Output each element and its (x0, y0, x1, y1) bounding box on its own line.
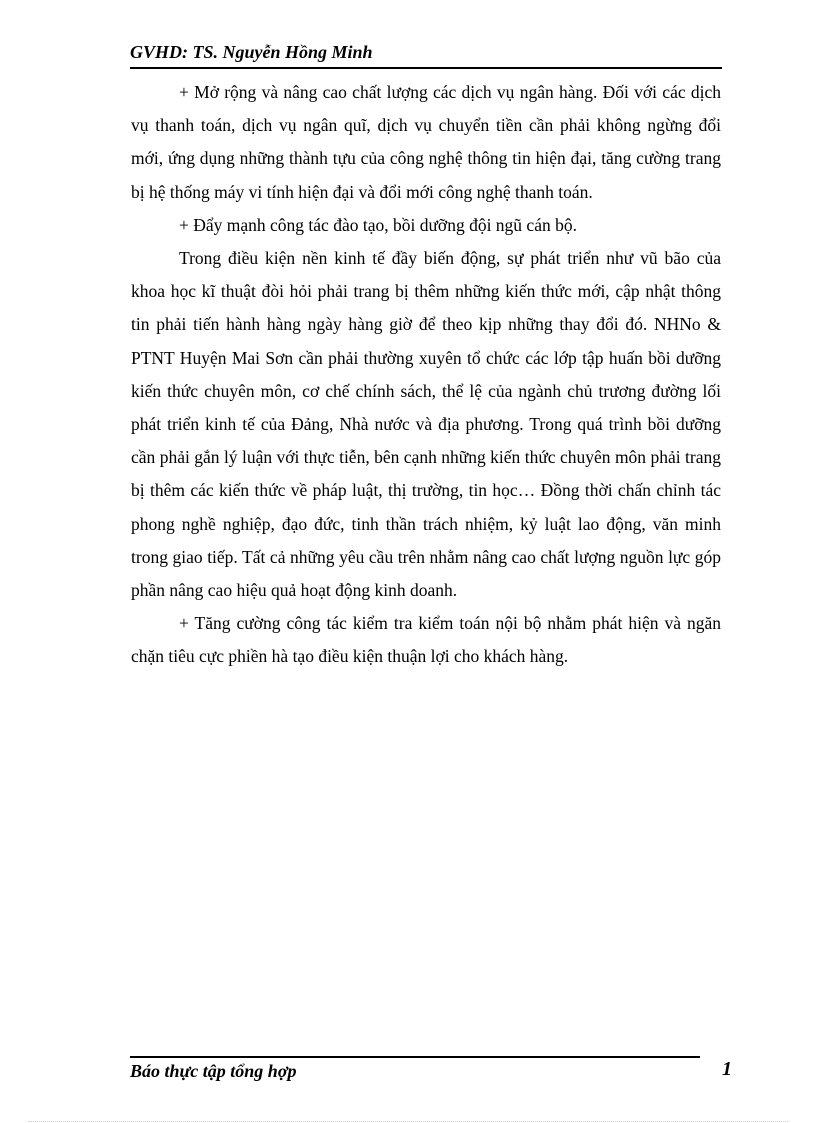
paragraph-services: + Mở rộng và nâng cao chất lượng các dịch vụ ngân hàng. Đối với các dịch vụ thanh toán, dịch vụ ngân quĩ, dịch vụ chuyển tiền cần phải không ngừng đổi mới, ứng dụng những thành tựu của công nghệ thông tin hiện đại, tăng cường trang bị hệ thống máy vi tính hiện đại và đổi mới công nghệ thanh toán. (131, 82, 721, 202)
footer-title: Báo thực tập tổng hợp (130, 1061, 297, 1081)
header-divider (130, 67, 722, 69)
page-number: 1 (722, 1058, 732, 1080)
page-boundary-line (28, 1121, 788, 1122)
paragraph-knowledge: Trong điều kiện nền kinh tế đầy biến động, sự phát triển như vũ bão của khoa học kĩ thuật đòi hỏi phải trang bị thêm những kiến thức mới, cập nhật thông tin phải tiến hành hàng ngày hàng giờ để theo kịp những thay đổi đó. NHNo & PTNT Huyện Mai Sơn cần phải thường xuyên tổ chức các lớp tập huấn bồi dưỡng kiến thức chuyên môn, cơ chế chính sách, thể lệ của ngành chủ trương đường lối phát triển kinh tế của Đảng, Nhà nước và địa phương. Trong quá trình bồi dưỡng cần phải gắn lý luận với thực tiễn, bên cạnh những kiến thức chuyên môn phải trang bị thêm các kiến thức về pháp luật, thị trường, tin học… Đồng thời chấn chỉnh tác phong nghề nghiệp, đạo đức, tinh thần trách nhiệm, kỷ luật lao động, văn minh trong giao tiếp. Tất cả những yêu cầu trên nhằm nâng cao chất lượng nguồn lực góp phần nâng cao hiệu quả hoạt động kinh doanh. (131, 248, 721, 601)
footer-divider (130, 1056, 700, 1058)
body-text (131, 76, 721, 674)
paragraph-audit: + Tăng cường công tác kiểm tra kiểm toán nội bộ nhằm phát hiện và ngăn chặn tiêu cực phiền hà tạo điều kiện thuận lợi cho khách hàng. (131, 613, 721, 667)
header-title: GVHD: TS. Nguyễn Hồng Minh (130, 42, 373, 62)
paragraph-training: + Đẩy mạnh công tác đào tạo, bồi dưỡng đội ngũ cán bộ. (179, 214, 577, 235)
